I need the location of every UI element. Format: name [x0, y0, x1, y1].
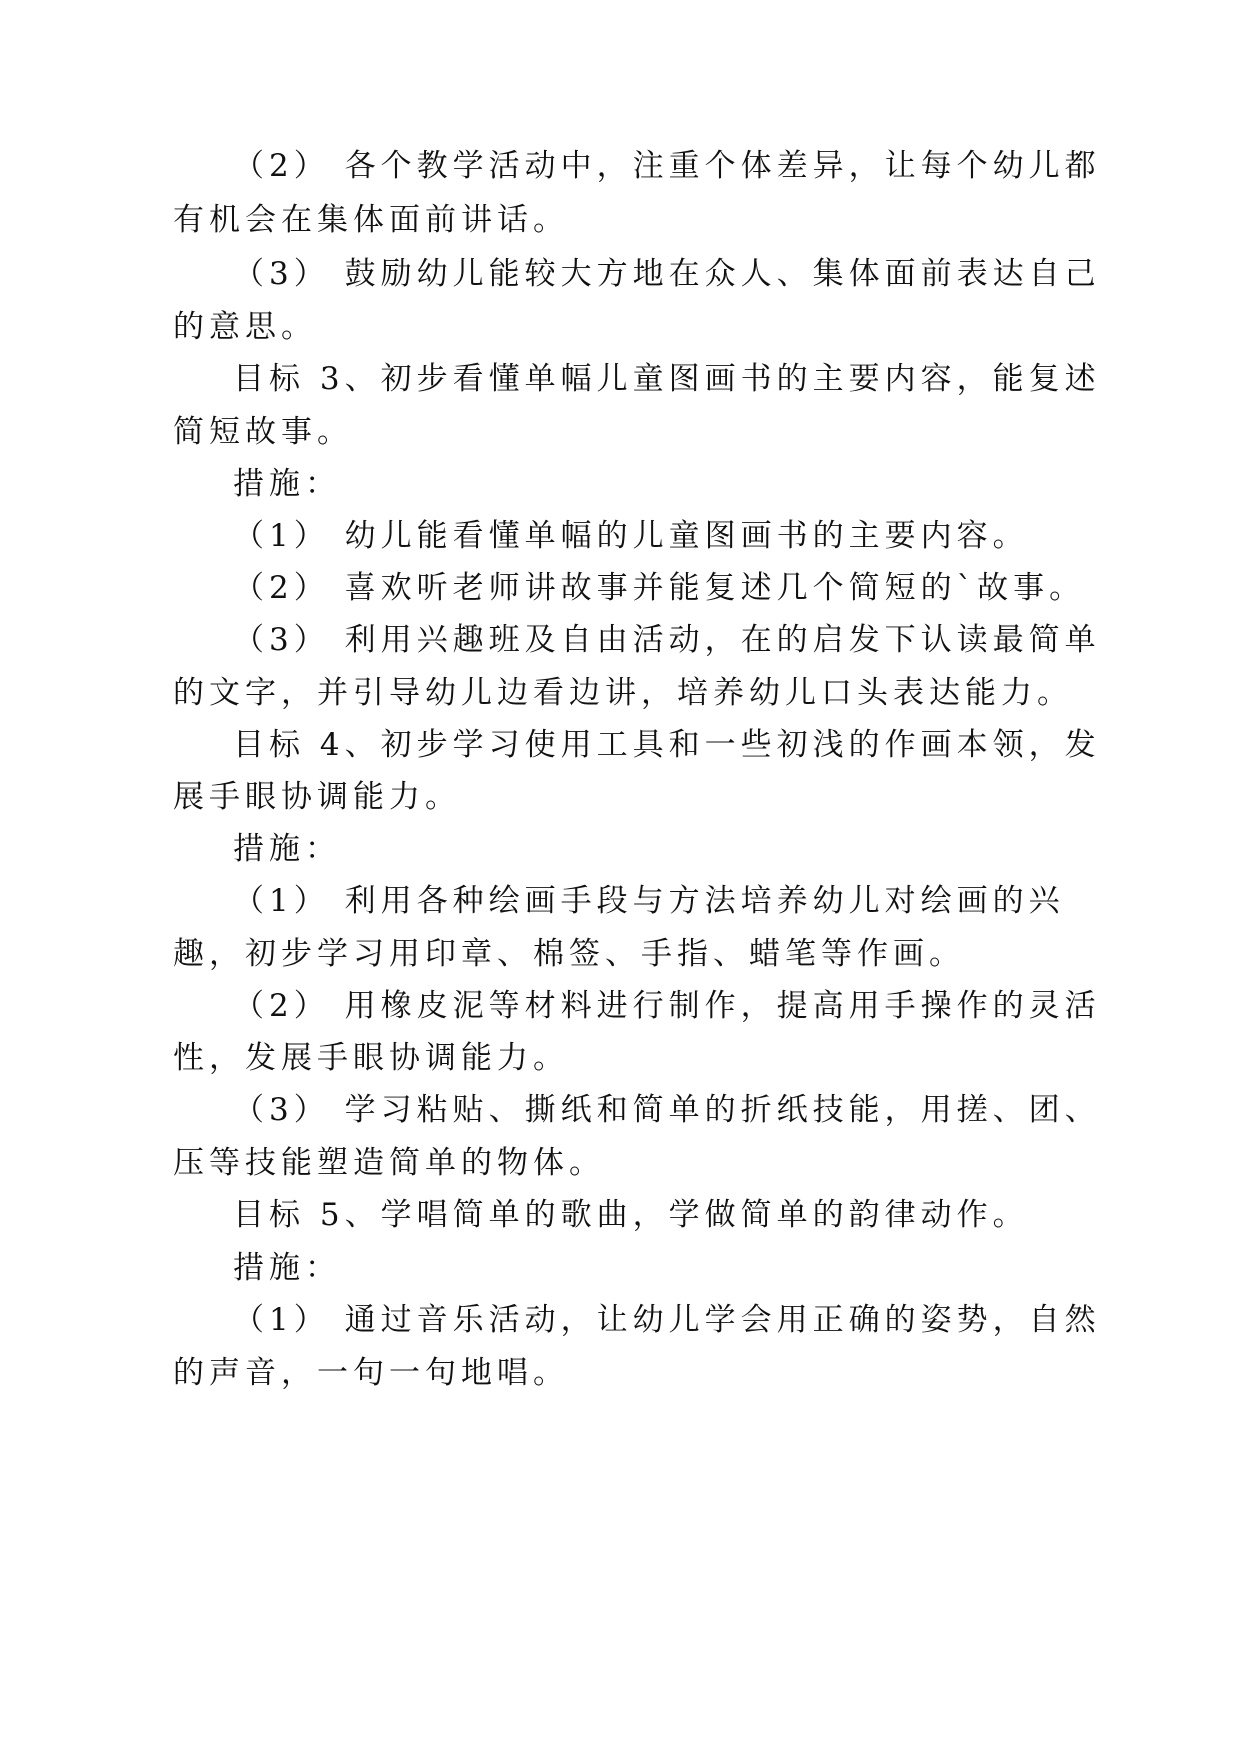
text-line: 压等技能塑造简单的物体。 [173, 1145, 605, 1181]
text-line: （3） 学习粘贴、撕纸和简单的折纸技能，用搓、团、 [233, 1092, 1101, 1128]
text-line: （2） 喜欢听老师讲故事并能复述几个简短的`故事。 [233, 570, 1086, 606]
text-line: 目标 3、初步看懂单幅儿童图画书的主要内容，能复述 [233, 361, 1101, 397]
text-line: 趣，初步学习用印章、棉签、手指、蜡笔等作画。 [173, 936, 965, 972]
text-line: 有机会在集体面前讲话。 [173, 202, 569, 238]
text-line: （1） 幼儿能看懂单幅的儿童图画书的主要内容。 [233, 518, 1029, 554]
text-line: 目标 4、初步学习使用工具和一些初浅的作画本领，发 [233, 727, 1101, 763]
text-line: 的意思。 [173, 309, 317, 345]
text-line: 简短故事。 [173, 414, 353, 450]
text-line: 目标 5、学唱简单的歌曲，学做简单的韵律动作。 [233, 1197, 1029, 1233]
text-line: 措施： [233, 466, 341, 502]
text-line: （2） 用橡皮泥等材料进行制作，提高用手操作的灵活 [233, 988, 1101, 1024]
text-line: （1） 通过音乐活动，让幼儿学会用正确的姿势，自然 [233, 1302, 1101, 1338]
text-line: （2） 各个教学活动中，注重个体差异，让每个幼儿都 [233, 148, 1101, 184]
text-line: 的文字，并引导幼儿边看边讲，培养幼儿口头表达能力。 [173, 675, 1073, 711]
text-line: 措施： [233, 1250, 341, 1286]
text-line: 措施： [233, 831, 341, 867]
text-line: （3） 鼓励幼儿能较大方地在众人、集体面前表达自己 [233, 256, 1101, 292]
text-line: 的声音，一句一句地唱。 [173, 1355, 569, 1391]
text-line: （1） 利用各种绘画手段与方法培养幼儿对绘画的兴 [233, 883, 1065, 919]
text-line: 性，发展手眼协调能力。 [173, 1040, 569, 1076]
text-line: （3） 利用兴趣班及自由活动，在的启发下认读最简单 [233, 622, 1101, 658]
text-line: 展手眼协调能力。 [173, 779, 461, 815]
